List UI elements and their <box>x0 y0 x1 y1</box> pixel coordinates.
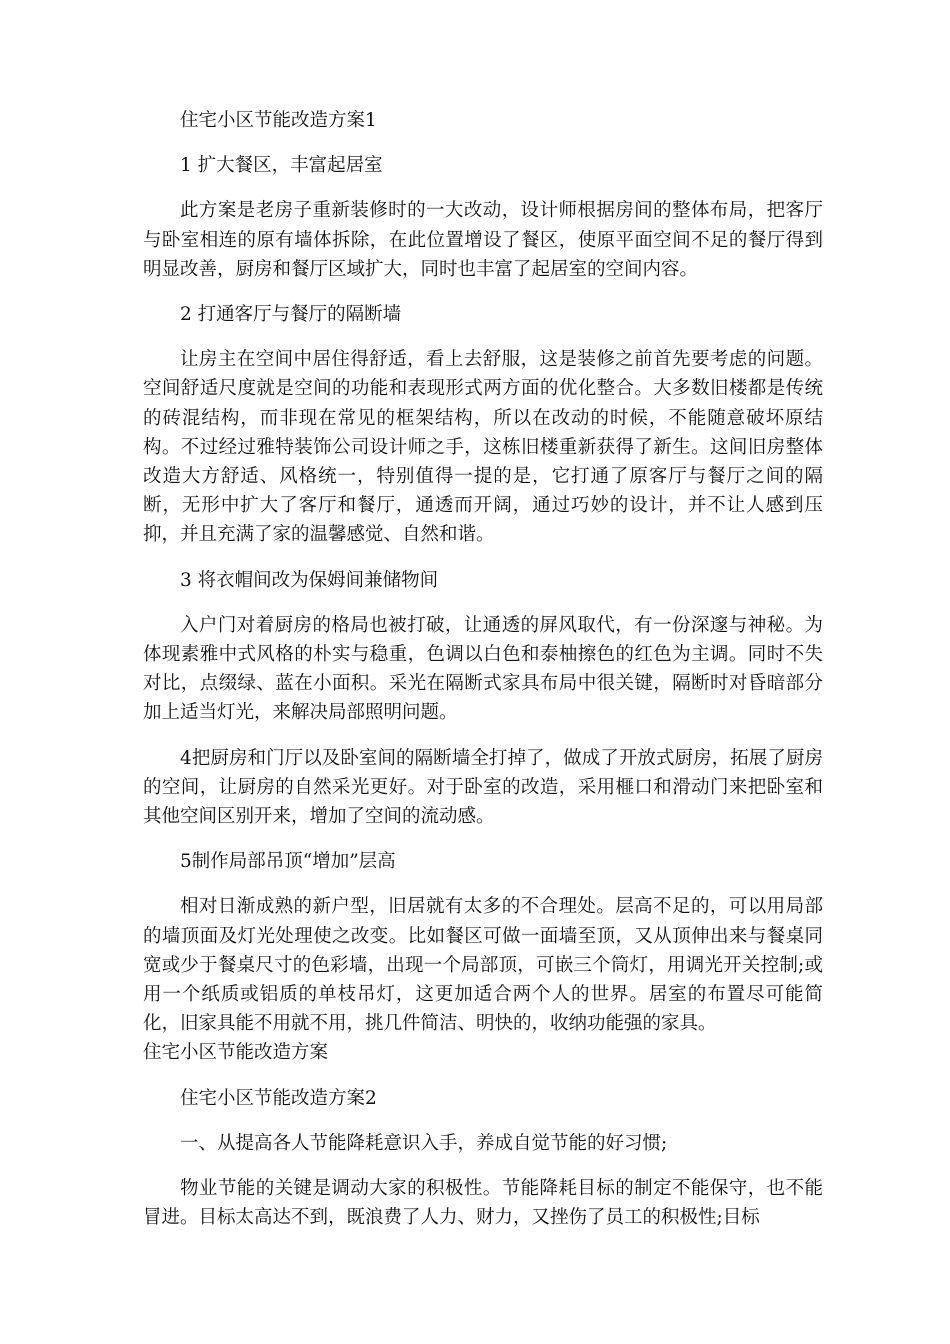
paragraph-energy-saving: 物业节能的关键是调动大家的积极性。节能降耗目标的制定不能保守，也不能冒进。目标太高达不到，既浪费了人力、财力，又挫伤了员工的积极性;目标 <box>143 1178 823 1229</box>
heading-open-partition-wall: 2 打通客厅与餐厅的隔断墙 <box>180 304 402 326</box>
heading-expand-dining-area: 1 扩大餐区，丰富起居室 <box>180 155 383 177</box>
paragraph-suspended-ceiling: 相对日渐成熟的新户型，旧居就有太多的不合理处。层高不足的，可以用局部的墙顶面及灯光处理使之改变。比如餐区可做一面墙至顶，又从顶伸出来与餐桌同宽或少于餐桌尺寸的色彩墙，出现一个局部顶，可嵌三个筒灯，用调光开关控制;或用一个纸质或铝质的单枝吊灯，这更加适合两个人的世界。居室的布置尽可能简化，旧家具能不用就不用，挑几件简洁、明快的，收纳功能强的家具。 <box>143 896 823 1035</box>
heading-cloakroom-conversion: 3 将衣帽间改为保姆间兼储物间 <box>180 569 439 591</box>
paragraph-partition-wall: 让房主在空间中居住得舒适，看上去舒服，这是装修之前首先要考虑的问题。空间舒适尺度就是空间的功能和表现形式两方面的优化整合。大多数旧楼都是传统的砖混结构，而非现在常见的框架结构，所以在改动的时候，不能随意破坏原结构。不过经过雅特装饰公司设计师之手，这栋旧楼重新获得了新生。这间旧房整体改造大方舒适、风格统一，特别值得一提的是，它打通了原客厅与餐厅之间的隔断，无形中扩大了客厅和餐厅，通透而开阔，通过巧妙的设计，并不让人感到压抑，并且充满了家的温馨感觉、自然和谐。 <box>143 349 823 546</box>
document-subtitle: 住宅小区节能改造方案 <box>143 1042 329 1064</box>
heading-energy-awareness: 一、从提高各人节能降耗意识入手，养成自觉节能的好习惯; <box>180 1132 668 1154</box>
paragraph-dining-area: 此方案是老房子重新装修时的一大改动，设计师根据房间的整体布局，把客厅与卧室相连的原有墙体拆除，在此位置增设了餐区，使原平面空间不足的餐厅得到明显改善，厨房和餐厅区域扩大，同时也丰富了起居室的空间内容。 <box>143 200 823 280</box>
heading-suspended-ceiling: 5制作局部吊顶“增加”层高 <box>180 851 396 873</box>
section-title-2: 住宅小区节能改造方案2 <box>180 1087 377 1109</box>
paragraph-cloakroom-conversion: 入户门对着厨房的格局也被打破，让通透的屏风取代，有一份深邃与神秘。为体现素雅中式风格的朴实与稳重，色调以白色和泰柚擦色的红色为主调。同时不失对比，点缀绿、蓝在小面积。采光在隔断式家具布局中很关键，隔断时对昏暗部分加上适当灯光，来解决局部照明问题。 <box>143 614 823 724</box>
section-title-1: 住宅小区节能改造方案1 <box>180 110 377 131</box>
document-body <box>143 106 823 1233</box>
paragraph-open-kitchen: 4把厨房和门厅以及卧室间的隔断墙全打掉了，做成了开放式厨房，拓展了厨房的空间，让厨房的自然采光更好。对于卧室的改造，采用榧口和滑动门来把卧室和其他空间区别开来，增加了空间的流动感。 <box>143 747 823 828</box>
